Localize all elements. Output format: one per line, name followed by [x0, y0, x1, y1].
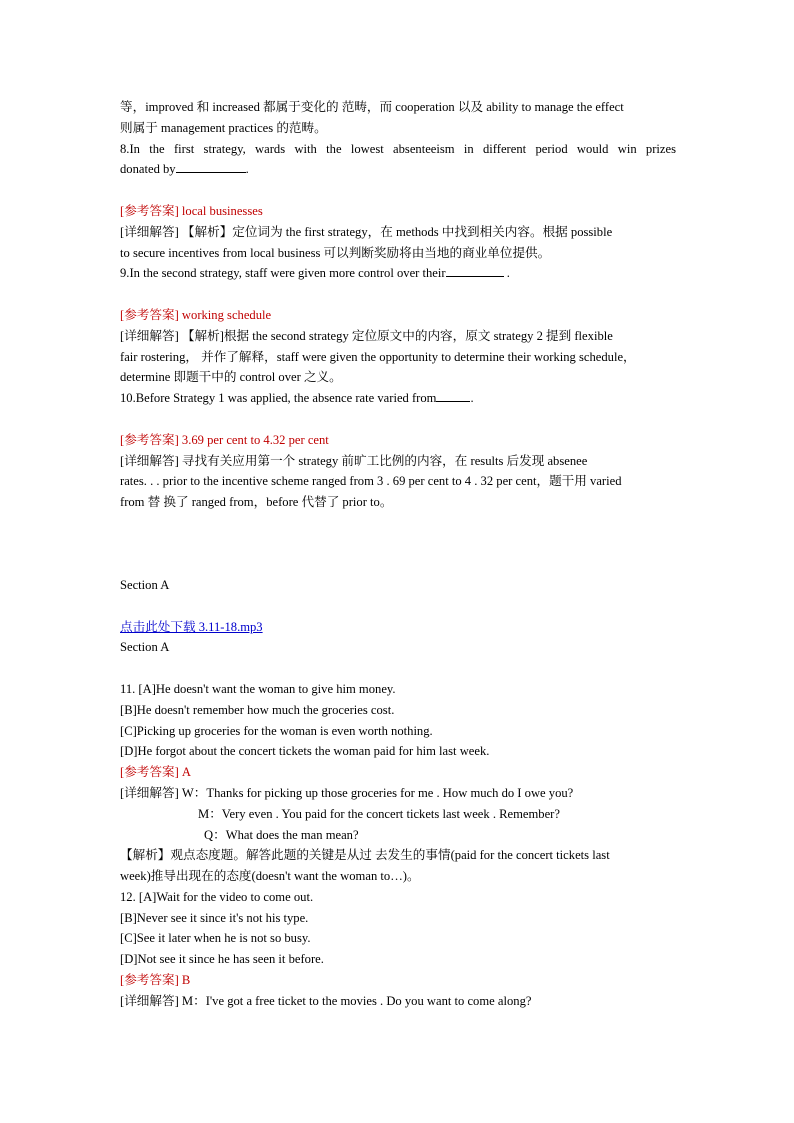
question-9-text: 9.In the second strategy, staff were given more control over their .: [120, 266, 510, 281]
answer-blank: [446, 264, 504, 277]
question-9-detail: [详细解答] 【解析]根据 the second strategy 定位原文中的内容，原文 strategy 2 提到 flexible: [120, 328, 613, 343]
question-11-detail: M：Very even . You paid for the concert tickets last week . Remember?: [198, 806, 560, 821]
question-10-answer: [参考答案] 3.69 per cent to 4.32 per cent: [120, 432, 329, 447]
question-11-option-b: [B]He doesn't remember how much the groceries cost.: [120, 702, 395, 717]
question-11-option-c: [C]Picking up groceries for the woman is even worth nothing.: [120, 723, 433, 738]
question-10-detail: rates. . . prior to the incentive scheme ranged from 3 . 69 per cent to 4 . 32 per cent，题干用 varied: [120, 474, 622, 489]
question-11-option-a: 11. [A]He doesn't want the woman to give him money.: [120, 681, 396, 696]
section-heading: Section A: [120, 577, 170, 592]
question-11-analysis: 【解析】观点态度题。解答此题的关键是从过 去发生的事情(paid for the concert tickets last: [120, 848, 610, 863]
analysis-line: 等，improved 和 increased 都属于变化的 范畴，而 cooperation 以及 ability to manage the effect: [120, 100, 624, 114]
question-12-option-c: [C]See it later when he is not so busy.: [120, 931, 311, 946]
question-10-detail: [详细解答] 寻找有关应用第一个 strategy 前旷工比例的内容，在 results 后发现 absenee: [120, 453, 588, 468]
question-11-option-d: [D]He forgot about the concert tickets the woman paid for him last week.: [120, 744, 490, 759]
question-12-option-b: [B]Never see it since it's not his type.: [120, 910, 309, 925]
question-12-option-d: [D]Not see it since he has seen it before.: [120, 952, 324, 967]
answer-blank: [176, 160, 246, 173]
question-12-answer: [参考答案] B: [120, 973, 191, 988]
question-8-detail: [详细解答] 【解析】定位词为 the first strategy，在 methods 中找到相关内容。根据 possible: [120, 224, 613, 239]
question-12-option-a: 12. [A]Wait for the video to come out.: [120, 889, 314, 904]
question-8-text-cont: donated by .: [120, 162, 249, 177]
question-10-detail: from 替 换了 ranged from，before 代替了 prior to。: [120, 495, 393, 510]
question-10-text: 10.Before Strategy 1 was applied, the absence rate varied from .: [120, 391, 474, 406]
question-8-detail: to secure incentives from local business 可以判断奖励将由当地的商业单位提供。: [120, 245, 551, 260]
question-9-detail: fair rostering， 并作了解释，staff were given the opportunity to determine their working schedule，: [120, 349, 636, 364]
answer-blank: [436, 389, 470, 402]
document-body: [120, 97, 676, 1012]
question-11-analysis: week)推导出现在的态度(doesn't want the woman to…)。: [120, 869, 420, 884]
question-8-answer: [参考答案] local businesses: [120, 203, 263, 218]
question-11-answer: [参考答案] A: [120, 765, 192, 780]
download-link[interactable]: 点击此处下载 3.11-18.mp3: [120, 619, 263, 634]
question-9-detail: determine 即题干中的 control over 之义。: [120, 370, 342, 385]
question-11-detail: [详细解答] W：Thanks for picking up those groceries for me . How much do I owe you?: [120, 785, 574, 800]
question-12-detail: [详细解答] M：I've got a free ticket to the movies . Do you want to come along?: [120, 993, 532, 1008]
question-8-text: 8.In the first strategy, wards with the lowest absenteeism in different period would win prizes: [120, 141, 676, 156]
section-heading: Section A: [120, 640, 170, 655]
question-11-detail: Q：What does the man mean?: [204, 827, 359, 842]
question-9-answer: [参考答案] working schedule: [120, 307, 272, 322]
analysis-line: 则属于 management practices 的范畴。: [120, 120, 327, 135]
